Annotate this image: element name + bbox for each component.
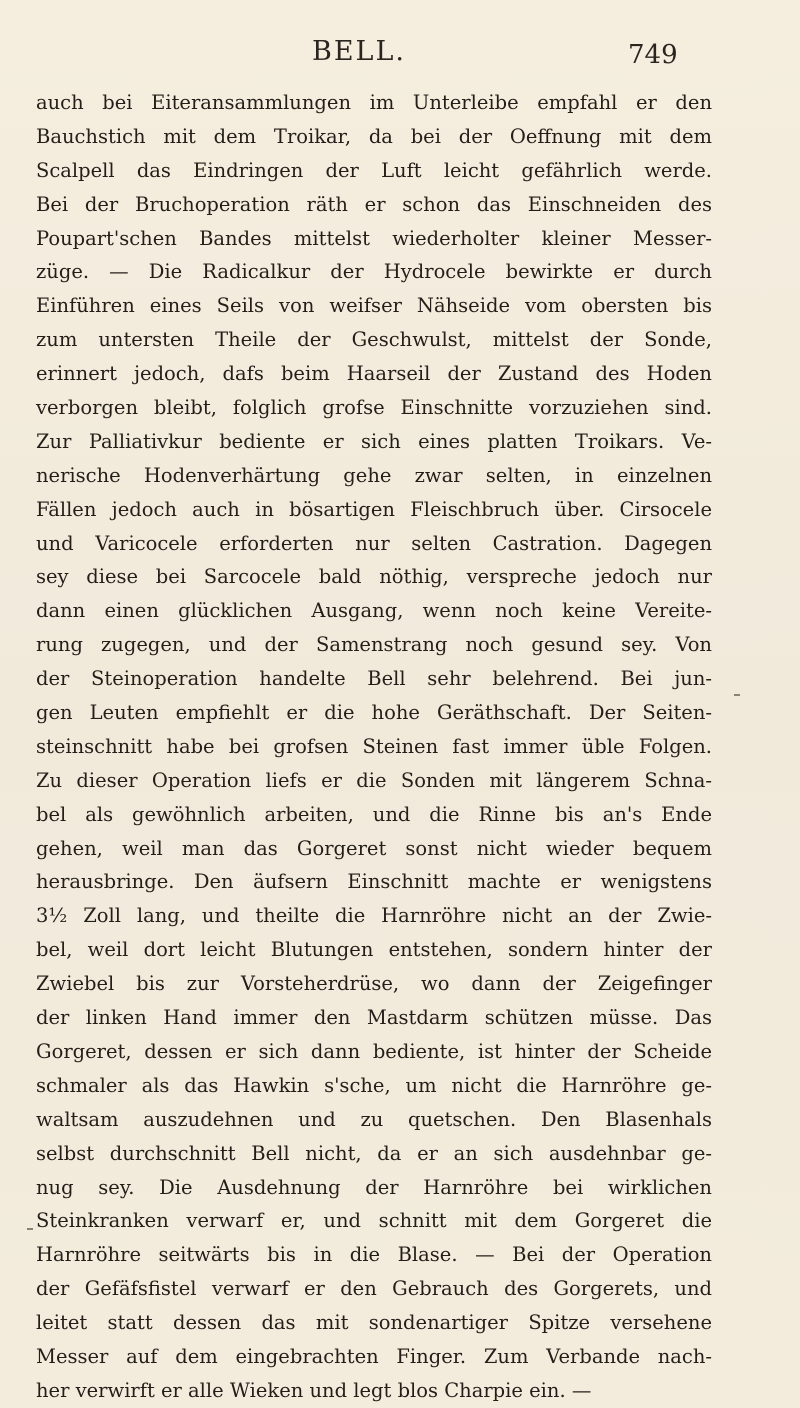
text-line: sey diese bei Sarcocele bald nöthig, verspreche jedoch nur [36, 565, 712, 589]
text-line: zum untersten Theile der Geschwulst, mittelst der Sonde, [36, 328, 712, 352]
text-line: der Gefäfsfistel verwarf er den Gebrauch des Gorgerets, und [36, 1277, 712, 1301]
text-line: selbst durchschnitt Bell nicht, da er an sich ausdehnbar ge- [36, 1141, 712, 1165]
text-line: der Steinoperation handelte Bell sehr belehrend. Bei jun- [36, 667, 712, 691]
text-line: Einführen eines Seils von weifser Nähseide vom obersten bis [36, 294, 712, 318]
page-number: 749 [628, 40, 678, 70]
text-line: nerische Hodenverhärtung gehe zwar selten, in einzelnen [36, 463, 712, 487]
text-line: bel, weil dort leicht Blutungen entstehen, sondern hinter der [36, 938, 712, 962]
text-line: und Varicocele erforderten nur selten Castration. Dagegen [36, 531, 712, 555]
running-head [0, 36, 800, 76]
text-line: Messer auf dem eingebrachten Finger. Zum Verbande nach- [36, 1344, 712, 1368]
text-line: züge. — Die Radicalkur der Hydrocele bewirkte er durch [36, 260, 712, 284]
text-line: Gorgeret, dessen er sich dann bediente, ist hinter der Scheide [36, 1039, 712, 1063]
text-line: Harnröhre seitwärts bis in die Blase. — Bei der Operation [36, 1243, 712, 1267]
text-line: Zur Palliativkur bediente er sich eines platten Troikars. Ve- [36, 429, 712, 453]
text-line: schmaler als das Hawkin s'sche, um nicht die Harnröhre ge- [36, 1073, 712, 1097]
text-line: steinschnitt habe bei grofsen Steinen fast immer üble Folgen. [36, 734, 712, 758]
text-line: gen Leuten empfiehlt er die hohe Geräthschaft. Der Seiten- [36, 701, 712, 725]
text-line: erinnert jedoch, dafs beim Haarseil der Zustand des Hoden [36, 362, 712, 386]
text-line: 3½ Zoll lang, und theilte die Harnröhre nicht an der Zwie- [36, 904, 712, 928]
text-line: auch bei Eiteransammlungen im Unterleibe empfahl er den [36, 91, 712, 114]
text-line: her verwirft er alle Wieken und legt blos Charpie ein. — [36, 1378, 592, 1402]
text-line: rung zugegen, und der Samenstrang noch gesund sey. Von [36, 633, 712, 657]
text-line: Bei der Bruchoperation räth er schon das Einschneiden des [36, 192, 712, 216]
text-line: leitet statt dessen das mit sondenartiger Spitze versehene [36, 1311, 712, 1335]
text-line: herausbringe. Den äufsern Einschnitt machte er wenigstens [36, 870, 712, 894]
text-line: dann einen glücklichen Ausgang, wenn noch keine Vereite- [36, 599, 712, 623]
text-line: Zwiebel bis zur Vorsteherdrüse, wo dann der Zeigefinger [36, 972, 712, 996]
text-line: Scalpell das Eindringen der Luft leicht gefährlich werde. [36, 158, 712, 182]
margin-mark [27, 1228, 33, 1230]
text-line: nug sey. Die Ausdehnung der Harnröhre bei wirklichen [36, 1175, 712, 1199]
text-line: Steinkranken verwarf er, und schnitt mit dem Gorgeret die [36, 1209, 712, 1233]
running-head-title: BELL. [312, 36, 406, 67]
text-line: Zu dieser Operation liefs er die Sonden mit längerem Schna- [36, 768, 712, 792]
text-line: waltsam auszudehnen und zu quetschen. Den Blasenhals [36, 1107, 712, 1131]
text-line: gehen, weil man das Gorgeret sonst nicht wieder bequem [36, 836, 712, 860]
margin-mark [734, 694, 740, 696]
text-line: der linken Hand immer den Mastdarm schützen müsse. Das [36, 1006, 712, 1030]
body-text [36, 86, 712, 1408]
text-line: bel als gewöhnlich arbeiten, und die Rinne bis an's Ende [36, 802, 712, 826]
text-line: Bauchstich mit dem Troikar, da bei der Oeffnung mit dem [36, 124, 712, 148]
text-line: verborgen bleibt, folglich grofse Einschnitte vorzuziehen sind. [36, 396, 712, 420]
text-line: Poupart'schen Bandes mittelst wiederholter kleiner Messer- [36, 226, 712, 250]
text-line: Fällen jedoch auch in bösartigen Fleischbruch über. Cirsocele [36, 497, 712, 521]
